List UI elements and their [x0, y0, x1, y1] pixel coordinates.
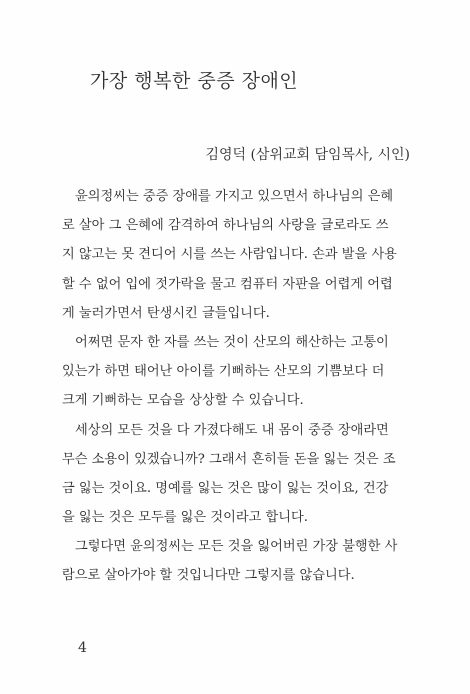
paragraph-1-line-2: 로 살아 그 은혜에 감격하여 하나님의 사랑을 글로라도 쓰	[62, 218, 389, 234]
paragraph-3-line-1: 세상의 모든 것을 다 가졌다해도 내 몸이 중증 장애라면	[75, 422, 389, 438]
paragraph-3-line-2: 무슨 소용이 있겠습니까? 그래서 흔히들 돈을 잃는 것은 조	[62, 451, 396, 467]
paragraph-4-line-2: 람으로 살아가야 할 것입니다만 그렇지를 않습니다.	[62, 568, 355, 584]
paragraph-1-line-3: 지 않고는 못 견디어 시를 쓰는 사람입니다. 손과 발을 사용	[62, 247, 397, 263]
page-title: 가장 행복한 중증 장애인	[90, 70, 299, 92]
paragraph-3-line-4: 을 잃는 것은 모두를 잃은 것이라고 합니다.	[62, 510, 308, 526]
paragraph-1-line-1: 윤의정씨는 중증 장애를 가지고 있으면서 하나님의 은혜	[75, 189, 394, 204]
paragraph-1-line-4: 할 수 없어 입에 젓가락을 물고 컴퓨터 자판을 어렵게 어렵	[62, 276, 393, 292]
paragraph-1-line-5: 게 눌러가면서 탄생시킨 글들입니다.	[62, 305, 270, 321]
paragraph-2-line-3: 크게 기뻐하는 모습을 상상할 수 있습니다.	[62, 393, 304, 409]
paragraph-2-line-2: 있는가 하면 태어난 아이를 기뻐하는 산모의 기쁨보다 더	[62, 364, 385, 380]
body-text	[62, 182, 412, 591]
paragraph-3-line-3: 금 잃는 것이요. 명예를 잃는 것은 많이 잃는 것이요, 건강	[62, 480, 389, 496]
author-byline: 김영덕 (삼위교회 담임목사, 시인)	[205, 147, 410, 163]
paragraph-2-line-1: 어쩌면 문자 한 자를 쓰는 것이 산모의 해산하는 고통이	[75, 334, 389, 350]
paragraph-4-line-1: 그렇다면 윤의정씨는 모든 것을 잃어버린 가장 불행한 사	[75, 539, 398, 555]
page-number: 4	[78, 640, 87, 656]
